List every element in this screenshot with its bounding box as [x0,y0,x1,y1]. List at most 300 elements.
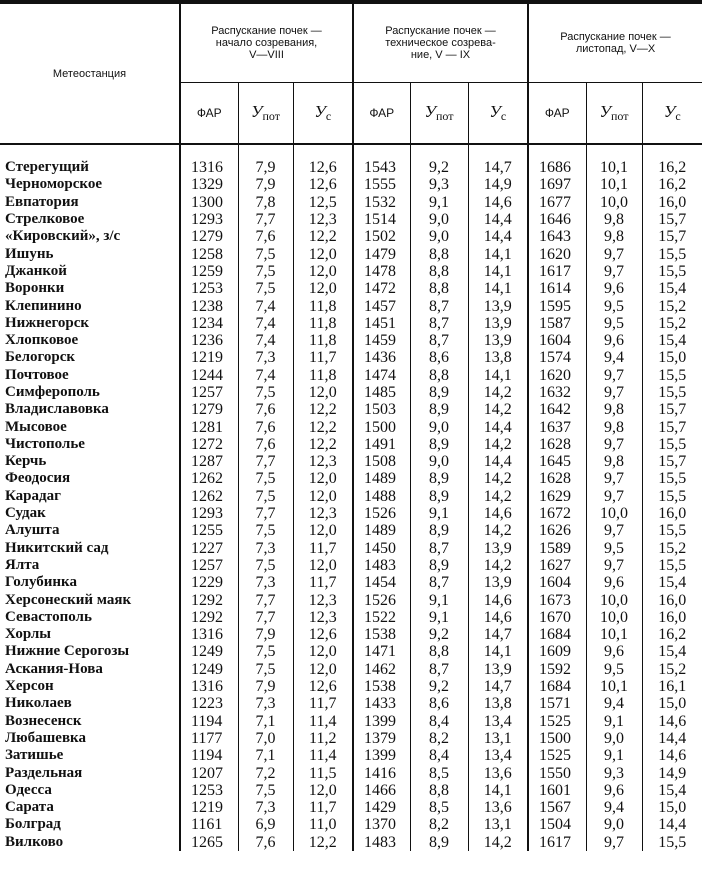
table-body [0,159,702,851]
value-cell-far-2: 1508 [353,453,410,470]
table-row [0,643,702,660]
value-cell-far-1: 1272 [180,436,238,453]
table-row [0,661,702,678]
value-cell-far-2: 1370 [353,816,410,833]
value-cell-far-2: 1532 [353,194,410,211]
value-cell-far-3: 1637 [528,418,586,435]
value-cell-ypot-1: 7,3 [238,695,293,712]
value-cell-far-3: 1620 [528,245,586,262]
value-cell-far-2: 1474 [353,367,410,384]
value-cell-yc-3: 15,2 [642,661,702,678]
value-cell-ypot-3: 9,6 [586,280,642,297]
station-name-cell: Воронки [5,280,65,297]
value-cell-yc-3: 16,1 [642,678,702,695]
value-cell-yc-1: 12,6 [293,626,353,643]
value-cell-yc-1: 12,0 [293,557,353,574]
table-row [0,626,702,643]
value-cell-ypot-2: 8,7 [410,540,468,557]
value-cell-far-1: 1249 [180,643,238,660]
value-cell-far-3: 1574 [528,349,586,366]
value-cell-yc-1: 12,0 [293,522,353,539]
value-cell-yc-1: 12,6 [293,176,353,193]
value-cell-yc-2: 13,9 [468,661,528,678]
group-2-line2: техническое созрева- [385,37,496,49]
value-cell-yc-2: 14,6 [468,609,528,626]
value-cell-yc-3: 15,4 [642,574,702,591]
pot-subscript: пот [262,109,280,123]
value-cell-yc-2: 14,7 [468,626,528,643]
table-row [0,384,702,401]
value-cell-ypot-1: 7,3 [238,540,293,557]
value-cell-yc-1: 11,0 [293,816,353,833]
value-cell-far-1: 1316 [180,626,238,643]
value-cell-yc-3: 15,2 [642,315,702,332]
value-cell-yc-3: 15,0 [642,695,702,712]
group-3-line1: Распускание почек — [560,31,671,43]
value-cell-far-1: 1293 [180,211,238,228]
value-cell-yc-3: 15,4 [642,332,702,349]
station-name-cell: «Кировский», з/с [5,228,121,245]
value-cell-far-2: 1454 [353,574,410,591]
station-name-cell: Стрелковое [5,211,85,228]
value-cell-yc-2: 13,8 [468,349,528,366]
table-row [0,678,702,695]
group-1-line2: начало созревания, [215,37,318,49]
value-cell-yc-1: 12,3 [293,609,353,626]
value-cell-ypot-1: 7,9 [238,626,293,643]
table-row [0,470,702,487]
value-cell-far-2: 1538 [353,678,410,695]
value-cell-yc-2: 14,4 [468,453,528,470]
value-cell-ypot-1: 7,5 [238,661,293,678]
value-cell-yc-1: 11,4 [293,747,353,764]
value-cell-far-1: 1219 [180,349,238,366]
value-cell-far-1: 1279 [180,228,238,245]
c-subscript: с [675,109,681,123]
value-cell-far-2: 1429 [353,799,410,816]
value-cell-yc-1: 12,2 [293,834,353,851]
value-cell-ypot-2: 8,9 [410,436,468,453]
value-cell-ypot-2: 9,2 [410,678,468,695]
value-cell-yc-3: 15,5 [642,384,702,401]
value-cell-ypot-1: 7,7 [238,591,293,608]
value-cell-ypot-3: 10,0 [586,609,642,626]
value-cell-yc-3: 16,2 [642,159,702,176]
value-cell-yc-1: 11,7 [293,695,353,712]
value-cell-ypot-2: 8,6 [410,349,468,366]
value-cell-yc-2: 14,2 [468,522,528,539]
station-name-cell: Севастополь [5,608,92,625]
value-cell-yc-2: 14,6 [468,505,528,522]
value-cell-ypot-1: 7,6 [238,228,293,245]
station-name-cell: Хорлы [5,626,51,643]
value-cell-yc-2: 13,9 [468,332,528,349]
value-cell-yc-1: 12,0 [293,488,353,505]
value-cell-far-1: 1281 [180,418,238,435]
station-name-cell: Ишунь [5,245,54,262]
value-cell-far-3: 1673 [528,591,586,608]
station-name-cell: Белогорск [5,349,76,366]
value-cell-far-3: 1500 [528,730,586,747]
value-cell-ypot-3: 9,6 [586,332,642,349]
value-cell-yc-2: 14,2 [468,834,528,851]
value-cell-ypot-1: 7,7 [238,211,293,228]
value-cell-yc-2: 13,4 [468,747,528,764]
value-cell-ypot-3: 9,6 [586,643,642,660]
value-cell-ypot-1: 7,4 [238,315,293,332]
value-cell-yc-2: 14,1 [468,782,528,799]
station-name-cell: Аскания-Нова [5,660,103,677]
value-cell-yc-2: 14,7 [468,678,528,695]
station-name-cell: Никитский сад [5,539,109,556]
value-cell-far-2: 1483 [353,834,410,851]
value-cell-far-1: 1316 [180,159,238,176]
value-cell-ypot-1: 7,5 [238,557,293,574]
value-cell-far-2: 1462 [353,661,410,678]
value-cell-far-1: 1236 [180,332,238,349]
value-cell-yc-1: 12,0 [293,782,353,799]
station-name-cell: Симферополь [5,384,100,400]
value-cell-ypot-3: 9,4 [586,799,642,816]
group-header-1 [180,4,353,83]
value-cell-yc-3: 16,0 [642,609,702,626]
value-cell-ypot-1: 7,6 [238,401,293,418]
value-cell-ypot-2: 9,1 [410,505,468,522]
value-cell-ypot-2: 8,8 [410,782,468,799]
value-cell-ypot-3: 9,8 [586,211,642,228]
col-far-2: ФАР [353,83,410,145]
c-subscript: с [325,109,332,123]
value-cell-yc-1: 11,7 [293,799,353,816]
value-cell-yc-1: 12,0 [293,643,353,660]
station-name-cell: Черноморское [5,176,102,193]
value-cell-far-3: 1684 [528,626,586,643]
value-cell-yc-2: 14,4 [468,228,528,245]
pot-subscript: пот [610,109,629,123]
value-cell-ypot-1: 7,2 [238,764,293,781]
value-cell-far-1: 1258 [180,245,238,262]
group-3-line2: листопад, V—X [575,43,656,55]
value-cell-yc-1: 12,2 [293,418,353,435]
value-cell-yc-2: 13,8 [468,695,528,712]
value-cell-yc-3: 14,4 [642,816,702,833]
value-cell-ypot-1: 7,7 [238,609,293,626]
value-cell-far-1: 1161 [180,816,238,833]
value-cell-far-2: 1538 [353,626,410,643]
table-row [0,799,702,816]
value-cell-yc-1: 12,6 [293,159,353,176]
value-cell-yc-3: 15,2 [642,297,702,314]
value-cell-yc-3: 15,0 [642,349,702,366]
value-cell-far-2: 1459 [353,332,410,349]
value-cell-far-2: 1457 [353,297,410,314]
value-cell-ypot-1: 7,5 [238,470,293,487]
value-cell-yc-1: 12,3 [293,453,353,470]
value-cell-ypot-3: 9,1 [586,713,642,730]
table-row [0,176,702,193]
value-cell-yc-2: 14,1 [468,280,528,297]
table-row [0,816,702,833]
value-cell-yc-2: 13,9 [468,540,528,557]
value-cell-ypot-3: 9,7 [586,522,642,539]
value-cell-ypot-3: 10,1 [586,176,642,193]
value-cell-far-2: 1451 [353,315,410,332]
table-row [0,245,702,262]
value-cell-yc-3: 15,5 [642,557,702,574]
station-name-cell: Вилково [5,833,64,850]
value-cell-far-2: 1466 [353,782,410,799]
station-name-cell: Нижние Серогозы [5,643,130,660]
value-cell-yc-2: 13,1 [468,816,528,833]
value-cell-far-2: 1450 [353,540,410,557]
value-cell-yc-1: 12,0 [293,661,353,678]
value-cell-yc-2: 14,6 [468,194,528,211]
station-name-cell: Джанкой [5,262,67,279]
table-row [0,401,702,418]
value-cell-yc-1: 12,6 [293,678,353,695]
table-row [0,747,702,764]
value-cell-far-2: 1416 [353,764,410,781]
value-cell-yc-3: 15,5 [642,522,702,539]
value-cell-far-2: 1526 [353,591,410,608]
value-cell-far-1: 1223 [180,695,238,712]
value-cell-ypot-3: 9,4 [586,695,642,712]
value-cell-far-2: 1514 [353,211,410,228]
group-2-line3: ние, V — IX [410,49,471,61]
value-cell-yc-1: 12,0 [293,245,353,262]
group-header-3 [528,4,702,83]
station-name-cell: Керчь [5,453,47,470]
value-cell-yc-3: 15,5 [642,245,702,262]
value-cell-far-2: 1502 [353,228,410,245]
y-symbol: У [599,102,611,121]
value-cell-ypot-1: 7,1 [238,713,293,730]
value-cell-yc-2: 13,4 [468,713,528,730]
value-cell-ypot-2: 8,9 [410,384,468,401]
value-cell-ypot-1: 7,9 [238,159,293,176]
station-name-cell: Любашевка [5,729,86,746]
value-cell-far-2: 1379 [353,730,410,747]
value-cell-ypot-1: 7,5 [238,384,293,401]
value-cell-yc-2: 14,1 [468,367,528,384]
table-row [0,453,702,470]
value-cell-yc-3: 14,4 [642,730,702,747]
col-yc-1 [293,83,353,145]
value-cell-far-2: 1555 [353,176,410,193]
value-cell-far-1: 1194 [180,747,238,764]
value-cell-ypot-3: 9,5 [586,540,642,557]
value-cell-ypot-1: 7,8 [238,194,293,211]
value-cell-far-1: 1238 [180,297,238,314]
value-cell-far-3: 1604 [528,574,586,591]
value-cell-ypot-2: 8,8 [410,280,468,297]
col-ypot-3 [586,83,642,145]
value-cell-far-1: 1244 [180,367,238,384]
value-cell-far-3: 1628 [528,470,586,487]
value-cell-far-2: 1478 [353,263,410,280]
station-name-cell: Клепинино [5,297,82,314]
value-cell-far-2: 1489 [353,470,410,487]
station-name-cell: Вознесенск [5,712,82,729]
value-cell-ypot-2: 8,7 [410,332,468,349]
station-name-cell: Феодосия [5,470,71,487]
col-ypot-2 [410,83,468,145]
value-cell-ypot-3: 9,0 [586,816,642,833]
group-1-line3: V—VIII [249,49,284,61]
y-symbol: У [251,102,263,121]
value-cell-ypot-3: 9,7 [586,384,642,401]
value-cell-ypot-2: 9,1 [410,194,468,211]
station-name-cell: Затишье [5,747,64,764]
table-row [0,505,702,522]
table-row [0,418,702,435]
value-cell-far-3: 1617 [528,834,586,851]
value-cell-far-3: 1525 [528,713,586,730]
value-cell-far-3: 1571 [528,695,586,712]
value-cell-ypot-1: 7,3 [238,574,293,591]
value-cell-ypot-3: 9,7 [586,245,642,262]
col-ypot-1 [238,83,293,145]
value-cell-ypot-3: 9,6 [586,782,642,799]
value-cell-yc-3: 15,5 [642,436,702,453]
table-row [0,228,702,245]
value-cell-yc-2: 13,6 [468,799,528,816]
value-cell-far-1: 1255 [180,522,238,539]
value-cell-ypot-1: 7,5 [238,522,293,539]
y-symbol: У [663,102,676,121]
value-cell-ypot-3: 10,1 [586,159,642,176]
value-cell-far-1: 1257 [180,384,238,401]
value-cell-ypot-2: 8,9 [410,522,468,539]
station-name-cell: Владиславовка [5,401,109,418]
table-row [0,591,702,608]
value-cell-yc-1: 11,4 [293,713,353,730]
value-cell-far-3: 1525 [528,747,586,764]
value-cell-far-3: 1609 [528,643,586,660]
value-cell-far-1: 1257 [180,557,238,574]
station-name-cell: Болград [5,816,61,833]
value-cell-far-3: 1645 [528,453,586,470]
value-cell-yc-1: 12,2 [293,228,353,245]
value-cell-ypot-1: 7,9 [238,678,293,695]
value-cell-far-1: 1253 [180,280,238,297]
station-name-cell: Мысовое [5,418,67,435]
station-name-cell: Хлопковое [5,332,79,349]
value-cell-ypot-3: 9,8 [586,418,642,435]
value-cell-far-2: 1471 [353,643,410,660]
value-cell-ypot-3: 9,8 [586,228,642,245]
value-cell-ypot-3: 9,7 [586,263,642,280]
value-cell-yc-3: 15,2 [642,540,702,557]
value-cell-far-1: 1219 [180,799,238,816]
value-cell-ypot-1: 7,5 [238,488,293,505]
value-cell-ypot-1: 7,6 [238,834,293,851]
value-cell-yc-2: 14,2 [468,436,528,453]
station-name-cell: Почтовое [5,366,69,383]
value-cell-far-2: 1483 [353,557,410,574]
station-header-label: Метеостанция [52,67,127,80]
value-cell-ypot-3: 9,1 [586,747,642,764]
value-cell-ypot-1: 7,5 [238,782,293,799]
table-row [0,557,702,574]
value-cell-yc-3: 14,6 [642,747,702,764]
value-cell-yc-1: 11,8 [293,297,353,314]
value-cell-far-2: 1433 [353,695,410,712]
value-cell-yc-3: 16,0 [642,591,702,608]
value-cell-far-2: 1503 [353,401,410,418]
value-cell-far-3: 1550 [528,764,586,781]
value-cell-far-3: 1620 [528,367,586,384]
value-cell-ypot-2: 9,1 [410,591,468,608]
value-cell-far-1: 1279 [180,401,238,418]
value-cell-ypot-2: 8,8 [410,367,468,384]
value-cell-ypot-2: 9,2 [410,626,468,643]
table-row [0,349,702,366]
value-cell-yc-2: 13,9 [468,315,528,332]
value-cell-far-1: 1207 [180,764,238,781]
value-cell-ypot-3: 10,0 [586,194,642,211]
station-name-cell: Стерегущий [5,159,89,176]
value-cell-far-3: 1589 [528,540,586,557]
station-name-cell: Чистополье [5,435,85,452]
value-cell-yc-3: 15,4 [642,280,702,297]
value-cell-ypot-2: 9,3 [410,176,468,193]
value-cell-yc-3: 16,0 [642,505,702,522]
value-cell-ypot-3: 9,7 [586,436,642,453]
value-cell-far-1: 1249 [180,661,238,678]
c-subscript: с [500,109,507,123]
value-cell-ypot-3: 9,5 [586,297,642,314]
value-cell-ypot-2: 8,2 [410,816,468,833]
value-cell-yc-1: 11,2 [293,730,353,747]
value-cell-yc-2: 14,1 [468,263,528,280]
station-name-cell: Ялта [5,556,40,573]
value-cell-yc-1: 11,5 [293,764,353,781]
value-cell-ypot-2: 8,9 [410,470,468,487]
value-cell-ypot-1: 7,9 [238,176,293,193]
value-cell-ypot-3: 9,0 [586,730,642,747]
table-row [0,730,702,747]
station-name-cell: Алушта [5,522,60,539]
table-row [0,159,702,176]
value-cell-ypot-1: 7,7 [238,453,293,470]
value-cell-far-3: 1629 [528,488,586,505]
value-cell-far-2: 1472 [353,280,410,297]
value-cell-ypot-3: 9,3 [586,764,642,781]
value-cell-yc-1: 11,7 [293,540,353,557]
value-cell-far-2: 1399 [353,747,410,764]
table-row [0,764,702,781]
value-cell-far-1: 1227 [180,540,238,557]
value-cell-far-1: 1292 [180,609,238,626]
value-cell-ypot-3: 9,7 [586,488,642,505]
value-cell-yc-3: 14,9 [642,764,702,781]
station-header [0,4,180,144]
value-cell-yc-2: 13,9 [468,574,528,591]
value-cell-ypot-2: 9,0 [410,228,468,245]
value-cell-yc-2: 14,4 [468,418,528,435]
value-cell-far-1: 1253 [180,782,238,799]
value-cell-far-1: 1287 [180,453,238,470]
value-cell-ypot-1: 7,5 [238,643,293,660]
station-name-cell: Одесса [5,781,52,798]
value-cell-ypot-1: 7,3 [238,799,293,816]
value-cell-far-1: 1177 [180,730,238,747]
value-cell-far-3: 1643 [528,228,586,245]
value-cell-yc-2: 14,4 [468,211,528,228]
value-cell-yc-2: 14,9 [468,176,528,193]
value-cell-yc-1: 12,0 [293,280,353,297]
